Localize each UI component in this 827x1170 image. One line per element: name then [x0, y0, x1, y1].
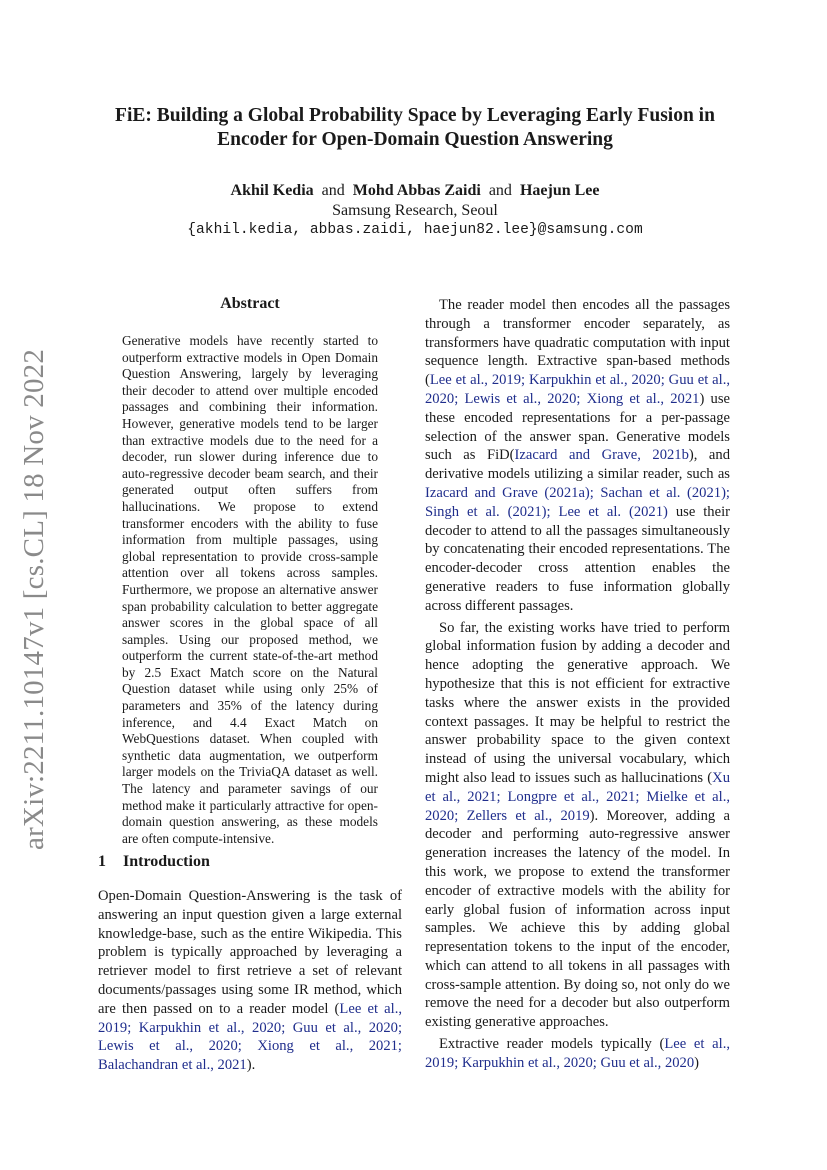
paragraph-text: ), and derivative models utilizing a similar reader, such as [425, 447, 730, 483]
affiliation: Samsung Research, Seoul [332, 202, 498, 219]
paragraph-text: The reader model then encodes all the passages through a transformer encoder separately, as transformers have quadratic computation with input sequence length. Extractive span-based methods ( [425, 297, 730, 389]
author-separator: and [321, 182, 345, 199]
abstract-heading: Abstract [220, 295, 280, 312]
citation-link[interactable]: Lee et al., 2019; Karpukhin et al., 2020; Guu et al., 2020; Lewis et al., 2020; Xiong et al., 2021 [425, 372, 730, 407]
left-column-body [98, 887, 402, 1075]
author-separator: and [488, 182, 512, 199]
intro-paragraph-4 [425, 1035, 730, 1073]
paragraph-text: Extractive reader models typically ( [439, 1036, 665, 1053]
section-heading-introduction [98, 853, 210, 871]
citation-link[interactable]: Izacard and Grave (2021a); Sachan et al. (2021); Singh et al. (2021); Lee et al. (2021) [425, 484, 730, 520]
citation-link[interactable]: Lee et al., 2019; Karpukhin et al., 2020; Guu et al., 2020 [425, 1036, 730, 1071]
author-name: Mohd Abbas Zaidi [352, 182, 481, 199]
paragraph-text: ). [246, 1057, 256, 1074]
intro-paragraph-1 [98, 887, 402, 1075]
section-number: 1 [98, 853, 106, 870]
abstract-text: Generative models have recently started to outperform extractive models in Open Domain Question Answering, largely by leveraging their decoder to attend over multiple encoded passages and combining their information. However, generative models tend to be larger than extractive models due to the need for a decoder, run slower during inference due to auto-regressive decoder beam search, and their generated output often suffers from hallucinations. We propose to extend transformer encoders with the ability to fuse information from multiple passages, using global representation to provide cross-sample attention over all tokens across samples. Furthermore, we propose an alternative answer span probability calculation to better aggregate answer scores in the global space of all samples. Using our proposed method, we outperform the current state-of-the-art method by 2.5 Exact Match score on the Natural Question dataset while using only 25% of parameters and 35% of the latency during inference, and 4.4 Exact Match on WebQuestions dataset. When coupled with synthetic data augmentation, we outperform larger models on the TriviaQA dataset as well. The latency and parameter savings of our method make it particularly attractive for open-domain question answering, as these models are often compute-intensive. [122, 333, 378, 846]
paragraph-text: So far, the existing works have tried to perform global information fusion by adding a decoder and hence adopting the generative approach. We hypothesize that this is not efficient for extractive tasks where the answer exists in the provided context passages. It may be helpful to restrict the answer probability space to the given context instead of using the universal vocabulary, which might also lead to issues such as hallucinations ( [425, 619, 730, 786]
paragraph-text: Open-Domain Question-Answering is the task of answering an input question given a large external knowledge-base, such as the entire Wikipedia. This problem is typically approached by leveraging a retriever model to first retrieve a set of relevant documents/passages using some IR method, which are then passed on to a reader model ( [98, 888, 402, 1017]
arxiv-identifier: arXiv:2211.10147v1 [cs.CL] 18 Nov 2022 [18, 348, 50, 850]
author-list [90, 181, 740, 201]
paper-title: FiE: Building a Global Probability Space by Leveraging Early Fusion in Encoder for Open-Domain Question Answering [115, 105, 715, 150]
citation-link[interactable]: Xu et al., 2021; Longpre et al., 2021; Mielke et al., 2020; Zellers et al., 2019 [425, 769, 730, 824]
right-column-body [425, 296, 730, 1073]
author-emails: {akhil.kedia, abbas.zaidi, haejun82.lee}@samsung.com [187, 222, 643, 238]
paragraph-text: ) [694, 1054, 700, 1071]
paragraph-text: ). Moreover, adding a decoder and performing auto-regressive answer generation increases the latency of the model. In this work, we propose to extend the transformer encoder of extractive models with the ability for early global fusion of information across input samples. We achieve this by adding global representation tokens to the input of the encoder, which can attend to all tokens in all passages with cross-sample attention. By doing so, not only do we remove the need for a decoder but also outperform existing generative approaches. [425, 807, 730, 1031]
intro-paragraph-3 [425, 619, 730, 1033]
paragraph-text: use their decoder to attend to all the passages simultaneously by concatenating their encoded representations. The encoder-decoder cross attention enables the generative readers to fuse information globally across different passages. [425, 503, 730, 614]
author-name: Haejun Lee [519, 182, 600, 199]
paragraph-text: ) use these encoded representations for a per-passage selection of the answer span. Generative models such as FiD( [425, 390, 731, 464]
intro-paragraph-2 [425, 296, 730, 616]
author-name: Akhil Kedia [230, 182, 314, 199]
section-title: Introduction [123, 853, 210, 870]
citation-link[interactable]: Izacard and Grave, 2021b [514, 447, 689, 464]
citation-link[interactable]: Lee et al., 2019; Karpukhin et al., 2020; Guu et al., 2020; Lewis et al., 2020; Xiong et al., 2021; Balachandran et al., 2021 [98, 1000, 402, 1074]
